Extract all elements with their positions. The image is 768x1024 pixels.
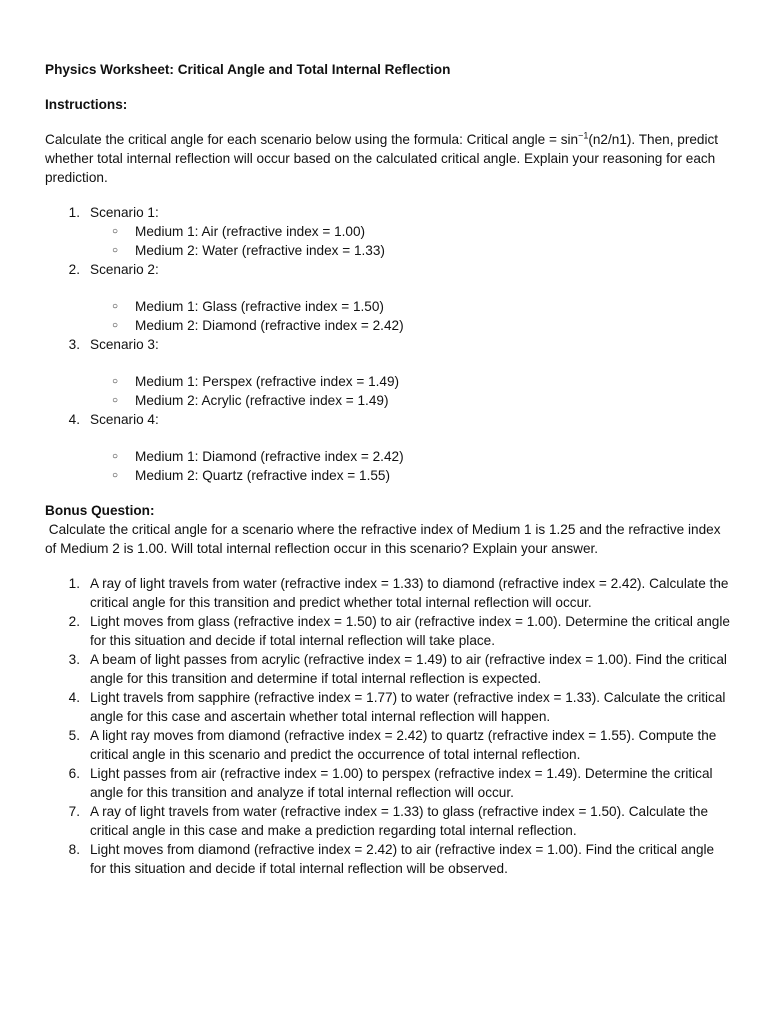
list-number: 3.: [68, 337, 80, 352]
list-number: 7.: [68, 804, 80, 819]
question-item: [45, 688, 730, 726]
medium-list: [90, 372, 730, 410]
medium-list: [90, 222, 730, 260]
list-number: 6.: [68, 766, 80, 781]
list-number: 1.: [68, 205, 80, 220]
bonus-text: [45, 520, 730, 558]
list-number: 2.: [68, 262, 80, 277]
medium-item: [45, 241, 730, 260]
medium-item: [45, 297, 730, 316]
question-list: [45, 574, 730, 878]
question-text: Light travels from sapphire (refractive index = 1.77) to water (refractive index = 1.33). Calculate the critical angle for this case and ascertain whether total internal reflection will happen.: [90, 690, 726, 724]
question-text: A beam of light passes from acrylic (refractive index = 1.49) to air (refractive index = 1.00). Find the critical angle for this transition and determine if total internal reflection is expected.: [90, 652, 727, 686]
medium-text: Medium 1: Perspex (refractive index = 1.49): [135, 374, 400, 389]
medium-item: [45, 222, 730, 241]
medium-text: Medium 2: Water (refractive index = 1.33): [135, 243, 385, 258]
hollow-bullet-icon: ○: [112, 226, 119, 237]
list-number: 1.: [68, 576, 80, 591]
medium-item: [45, 372, 730, 391]
question-text: Light moves from diamond (refractive index = 2.42) to air (refractive index = 1.00). Find the critical angle for this situation and decide if total internal reflection will be observed.: [90, 842, 715, 876]
list-number: 4.: [68, 412, 80, 427]
question-item: [45, 650, 730, 688]
scenario-item: [45, 260, 730, 335]
instructions-text-start: Calculate the critical angle for each scenario below using the formula: Critical angle = sin: [45, 132, 579, 147]
list-number: 4.: [68, 690, 80, 705]
instructions-heading: Instructions:: [45, 97, 128, 112]
medium-text: Medium 1: Air (refractive index = 1.00): [135, 224, 366, 239]
medium-list: [90, 447, 730, 485]
medium-text: Medium 2: Acrylic (refractive index = 1.49): [135, 393, 389, 408]
hollow-bullet-icon: ○: [112, 470, 119, 481]
bonus-heading: Bonus Question:: [45, 503, 155, 518]
question-text: A ray of light travels from water (refractive index = 1.33) to glass (refractive index = 1.50). Calculate the critical angle in this case and make a prediction regarding total internal reflection.: [90, 804, 709, 838]
scenario-item: [45, 410, 730, 485]
question-item: [45, 574, 730, 612]
bonus-question-text: Calculate the critical angle for a scenario where the refractive index of Medium 1 is 1.25 and the refractive index of Medium 2 is 1.00. Will total internal reflection occur in this scenario? Explain your answer.: [45, 522, 721, 556]
hollow-bullet-icon: ○: [112, 376, 119, 387]
question-item: [45, 802, 730, 840]
question-item: [45, 764, 730, 802]
scenario-item: [45, 203, 730, 260]
instructions-paragraph: [45, 130, 730, 187]
question-text: Light passes from air (refractive index = 1.00) to perspex (refractive index = 1.49). Determine the critical angle for this transition and analyze if total internal reflection will occur.: [90, 766, 713, 800]
medium-text: Medium 1: Diamond (refractive index = 2.42): [135, 449, 404, 464]
medium-item: [45, 447, 730, 466]
worksheet-page: [45, 60, 730, 878]
question-item: [45, 840, 730, 878]
question-text: A ray of light travels from water (refractive index = 1.33) to diamond (refractive index = 2.42). Calculate the critical angle for this transition and predict whether total internal reflection will occur.: [90, 576, 729, 610]
hollow-bullet-icon: ○: [112, 301, 119, 312]
inverse-superscript: −1: [578, 130, 589, 141]
hollow-bullet-icon: ○: [112, 451, 119, 462]
scenario-item: [45, 335, 730, 410]
medium-item: [45, 391, 730, 410]
question-text: Light moves from glass (refractive index = 1.50) to air (refractive index = 1.00). Determine the critical angle for this situation and decide if total internal reflection will take place.: [90, 614, 730, 648]
blank-line: [90, 429, 730, 447]
hollow-bullet-icon: ○: [112, 320, 119, 331]
blank-line: [90, 354, 730, 372]
medium-text: Medium 2: Diamond (refractive index = 2.42): [135, 318, 404, 333]
medium-item: [45, 466, 730, 485]
list-number: 5.: [68, 728, 80, 743]
list-number: 8.: [68, 842, 80, 857]
page-title: Physics Worksheet: Critical Angle and Total Internal Reflection: [45, 62, 451, 77]
instructions-text-end: (n2/n1). Then, predict whether total internal reflection will occur based on the calculated critical angle. Explain your reasoning for each prediction.: [45, 132, 719, 185]
scenario-label: Scenario 3:: [90, 337, 159, 352]
medium-list: [90, 297, 730, 335]
list-number: 3.: [68, 652, 80, 667]
medium-text: Medium 2: Quartz (refractive index = 1.55): [135, 468, 390, 483]
scenario-label: Scenario 1:: [90, 205, 159, 220]
question-item: [45, 612, 730, 650]
question-item: [45, 726, 730, 764]
hollow-bullet-icon: ○: [112, 395, 119, 406]
scenario-label: Scenario 2:: [90, 262, 159, 277]
scenario-label: Scenario 4:: [90, 412, 159, 427]
question-text: A light ray moves from diamond (refractive index = 2.42) to quartz (refractive index = 1.55). Compute the critical angle in this scenario and predict the occurrence of total internal reflection.: [90, 728, 717, 762]
blank-line: [90, 279, 730, 297]
medium-item: [45, 316, 730, 335]
hollow-bullet-icon: ○: [112, 245, 119, 256]
medium-text: Medium 1: Glass (refractive index = 1.50): [135, 299, 384, 314]
scenario-list: [45, 203, 730, 485]
list-number: 2.: [68, 614, 80, 629]
